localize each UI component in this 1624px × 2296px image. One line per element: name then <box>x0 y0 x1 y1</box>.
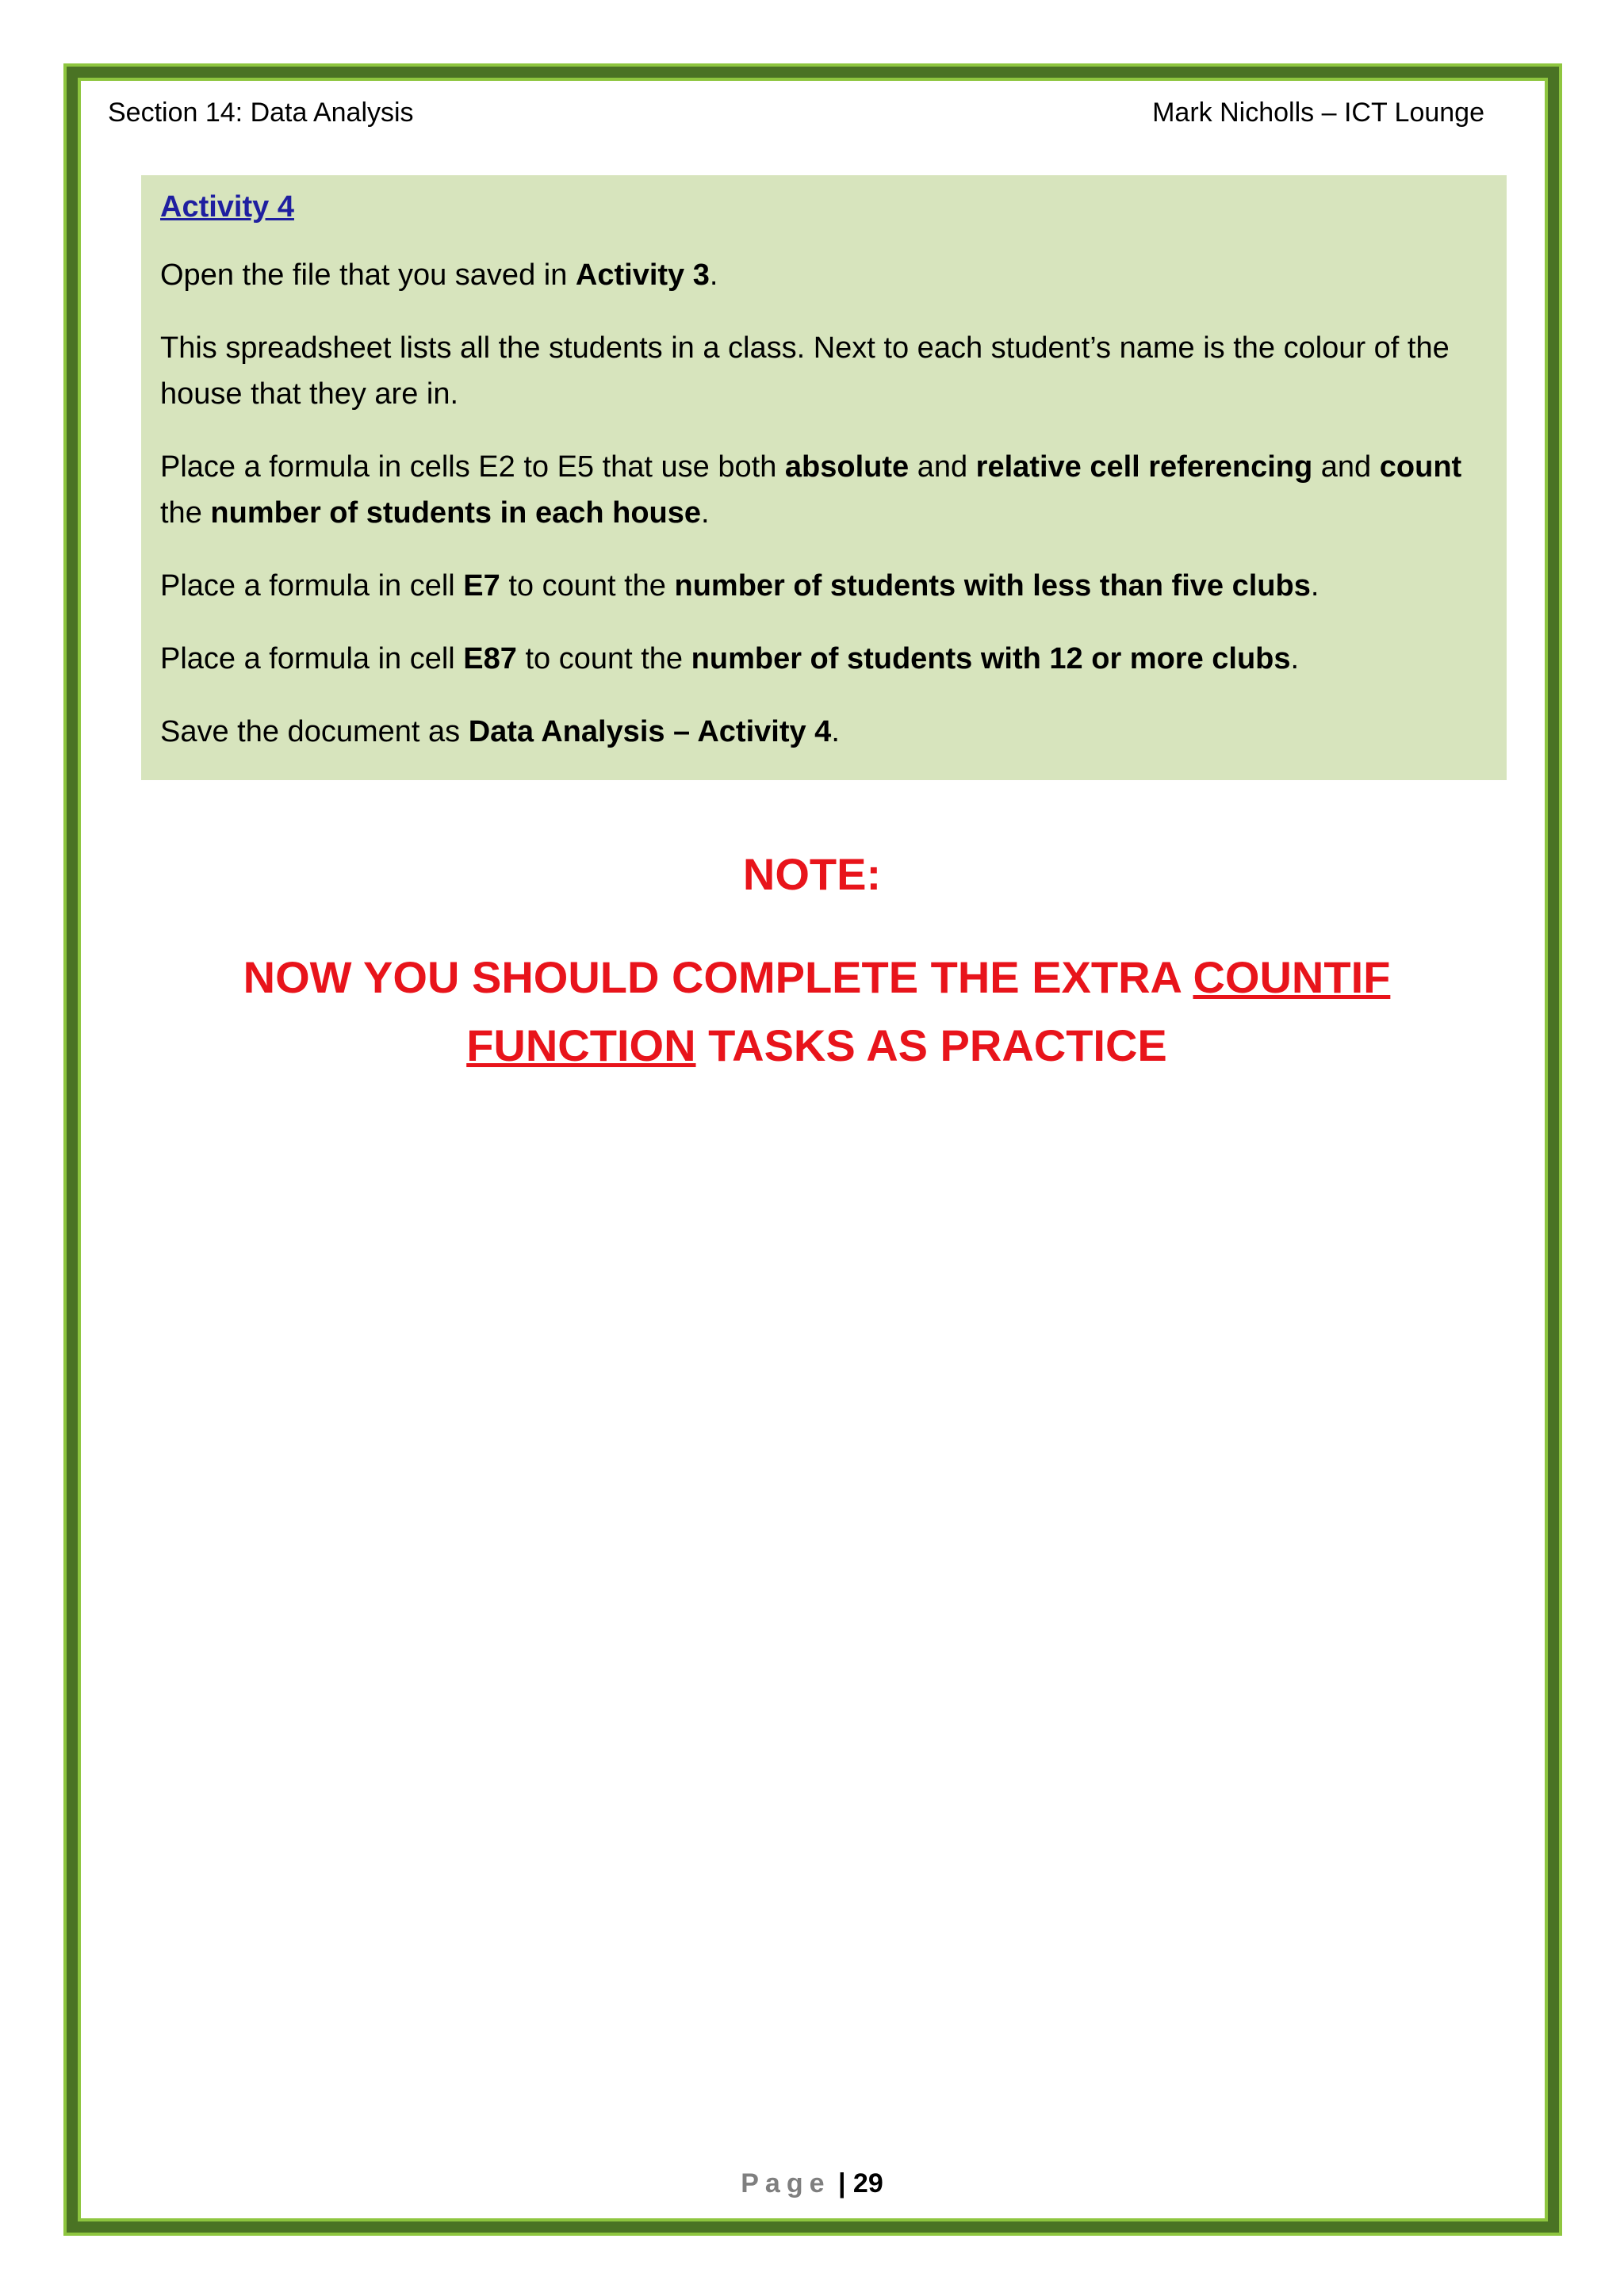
activity-paragraph-house-formula: Place a formula in cells E2 to E5 that use both absolute and relative cell referencing and count the number of students in each house. <box>160 450 1462 530</box>
activity-paragraph-save: Save the document as Data Analysis – Activity 4. <box>160 715 840 749</box>
activity-paragraph-open-file: Open the file that you saved in Activity 3. <box>160 258 718 293</box>
activity-title: Activity 4 <box>160 190 294 224</box>
page-footer <box>0 2168 1624 2199</box>
header-section-title: Section 14: Data Analysis <box>108 98 414 128</box>
activity-paragraph-e87-formula: Place a formula in cell E87 to count the number of students with 12 or more clubs. <box>160 642 1300 676</box>
footer-page-label: Page <box>741 2168 831 2198</box>
activity-paragraph-description: This spreadsheet lists all the students in a class. Next to each student’s name is the colour of the house that they are in. <box>160 331 1450 411</box>
note-heading: NOTE: <box>742 849 882 899</box>
note-body: NOW YOU SHOULD COMPLETE THE EXTRA COUNTIF FUNCTION TASKS AS PRACTICE <box>243 952 1391 1070</box>
header-author: Mark Nicholls – ICT Lounge <box>1152 98 1484 128</box>
footer-separator: | <box>830 2168 853 2198</box>
activity-box <box>141 175 1507 780</box>
footer-page-number: 29 <box>852 2168 883 2198</box>
countif-function-link: COUNTIF FUNCTION <box>466 952 1391 1070</box>
activity-paragraph-e7-formula: Place a formula in cell E7 to count the number of students with less than five clubs. <box>160 569 1320 603</box>
